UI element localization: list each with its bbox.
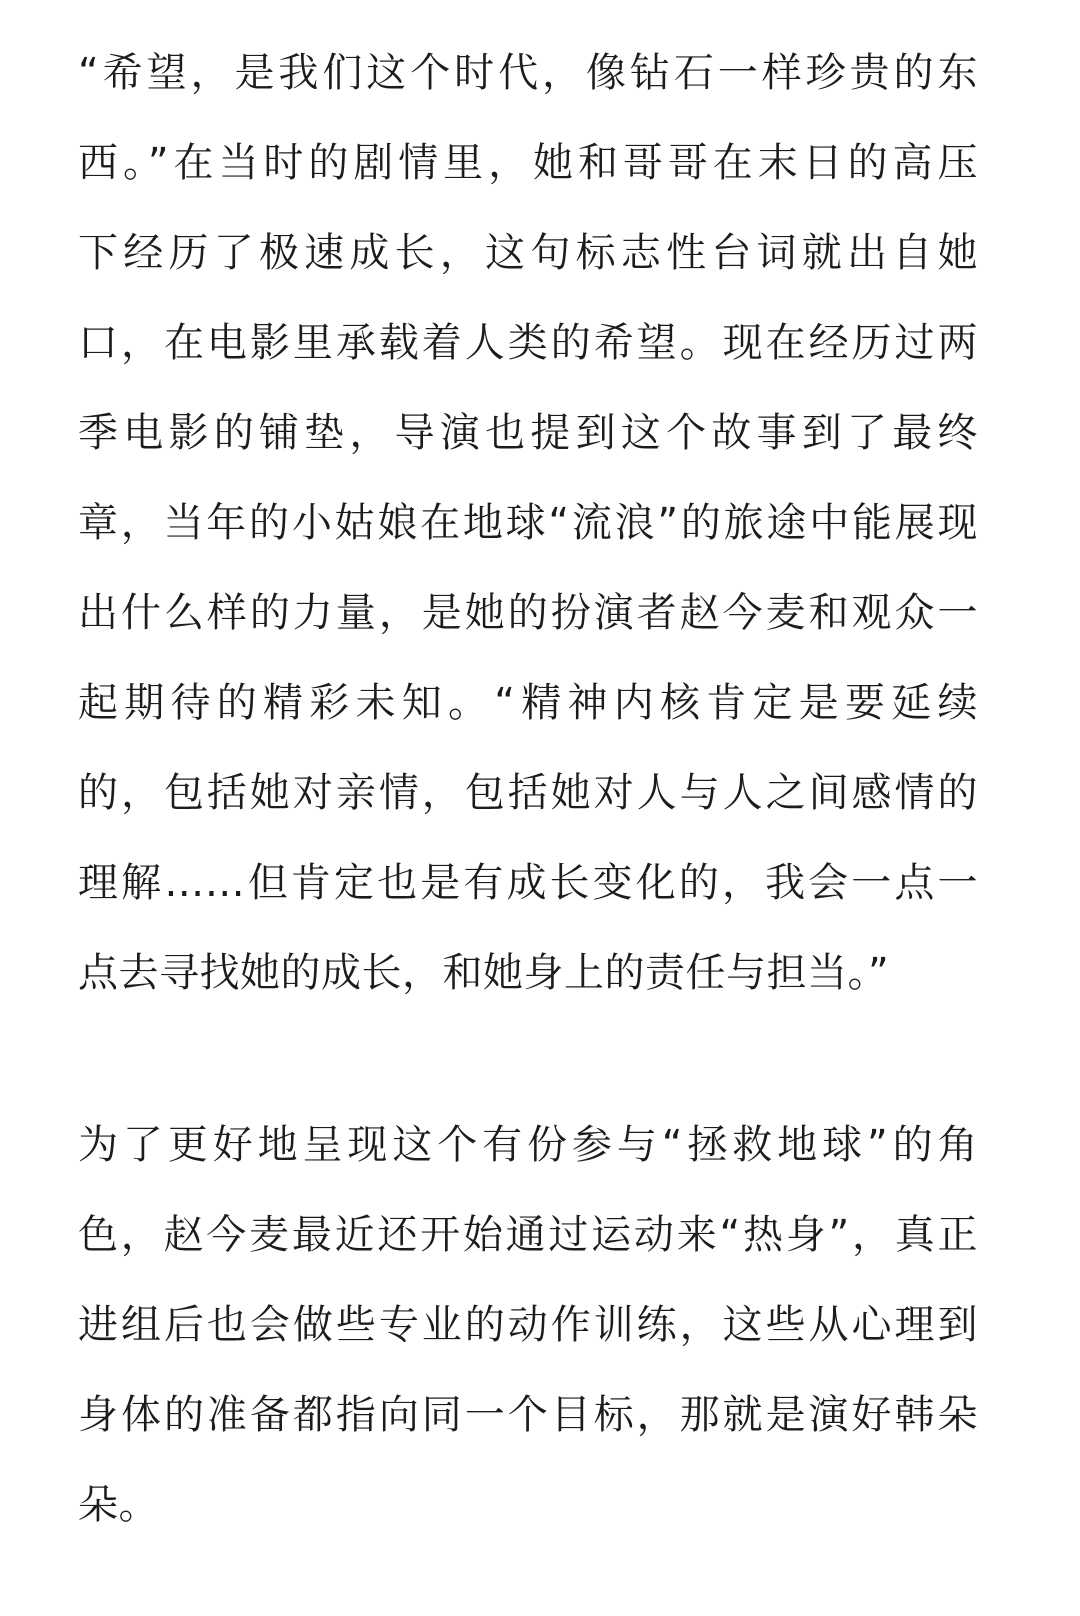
paragraph-divider-space — [78, 1018, 978, 1100]
text-line: 下经历了极速成长，这句标志性台词就出自她 — [78, 230, 978, 276]
text-line: 章，当年的小姑娘在地球“流浪”的旅途中能展现 — [78, 500, 978, 546]
text-line: 为了更好地呈现这个有份参与“拯救地球”的角 — [78, 1122, 978, 1168]
text-line: 西。”在当时的剧情里，她和哥哥在末日的高压 — [78, 140, 978, 186]
text-line: 出什么样的力量，是她的扮演者赵今麦和观众一 — [78, 590, 978, 636]
text-line: 季电影的铺垫，导演也提到这个故事到了最终 — [78, 410, 978, 456]
text-line: 进组后也会做些专业的动作训练，这些从心理到 — [78, 1302, 978, 1348]
text-line: 朵。 — [78, 1482, 159, 1528]
text-line: 身体的准备都指向同一个目标，那就是演好韩朵 — [78, 1392, 978, 1438]
text-line: 起期待的精彩未知。“精神内核肯定是要延续 — [78, 680, 978, 726]
text-line: 色，赵今麦最近还开始通过运动来“热身”，真正 — [78, 1212, 978, 1258]
paragraph-2 — [78, 1100, 978, 1550]
text-line: 理解……但肯定也是有成长变化的，我会一点一 — [78, 860, 978, 906]
text-line: 点去寻找她的成长，和她身上的责任与担当。” — [78, 950, 890, 996]
text-line: 口，在电影里承载着人类的希望。现在经历过两 — [78, 320, 978, 366]
text-line: “希望，是我们这个时代，像钻石一样珍贵的东 — [78, 50, 978, 96]
paragraph-1 — [78, 28, 978, 1018]
article-body — [78, 28, 978, 1550]
text-line: 的，包括她对亲情，包括她对人与人之间感情的 — [78, 770, 978, 816]
